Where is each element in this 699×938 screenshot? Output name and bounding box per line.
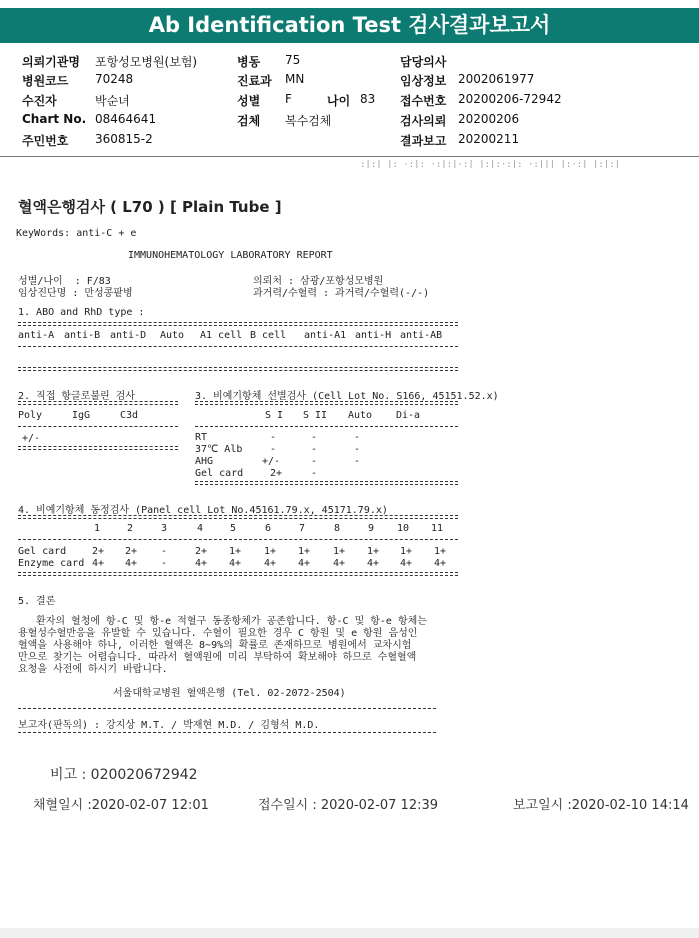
- screen-cell: -: [354, 456, 361, 467]
- receipt-no-value: 20200206-72942: [458, 92, 562, 106]
- screen-row-label: AHG: [195, 456, 214, 467]
- reporter-rule-top: [18, 708, 436, 709]
- dat-header-poly: Poly: [18, 410, 43, 421]
- panel-header-cell: 8: [334, 523, 341, 534]
- panel-cell: 2+: [92, 546, 105, 557]
- clinical-info-value: 2002061977: [458, 72, 535, 86]
- panel-cell: 4+: [229, 558, 242, 569]
- section4-rule-top: [18, 515, 458, 519]
- panel-cell: 4+: [195, 558, 208, 569]
- panel-header-cell: 5: [230, 523, 237, 534]
- section3-rule-bottom: [195, 481, 458, 485]
- panel-header-cell: 1: [94, 523, 101, 534]
- conclusion-line: 만으로 찾기는 어렵습니다. 따라서 혈액원에 미리 부탁하여 확보해야 하므로 수혈혈액: [18, 652, 417, 663]
- panel-header-cell: 9: [368, 523, 375, 534]
- panel-header-cell: 11: [431, 523, 444, 534]
- screen-cell: -: [311, 444, 318, 455]
- history-line: 과거력/수혈력 : 과거력/수혈력(-/-): [253, 288, 430, 299]
- panel-cell: 1+: [333, 546, 346, 557]
- abo-header-cell: anti-A: [18, 330, 55, 341]
- dept-label: 진료과: [237, 74, 272, 88]
- conclusion-line: 요청을 사전에 하시기 바랍니다.: [18, 664, 168, 675]
- panel-header-cell: 10: [397, 523, 410, 534]
- abo-header-cell: anti-B: [64, 330, 101, 341]
- section1-title: 1. ABO and RhD type :: [18, 307, 145, 318]
- ward-label: 병동: [237, 55, 261, 69]
- panel-cell: 1+: [264, 546, 277, 557]
- clinical-info-label: 임상정보: [400, 74, 447, 88]
- panel-cell: 4+: [333, 558, 346, 569]
- panel-cell: -: [161, 546, 168, 557]
- section3-title: 3. 비예기항체 선별검사 (Cell Lot No. S166, 45151.52.x): [195, 391, 499, 402]
- diagnosis-line: 임상진단명 : 만성콩팥병: [18, 288, 133, 299]
- chart-no-value: 08464641: [95, 112, 157, 126]
- screen-cell: -: [270, 432, 277, 443]
- screen-cell: -: [311, 456, 318, 467]
- conclusion-line: 혈액을 사용해야 하나, 이러한 혈액은 8~9%의 확률로 존재하므로 병원에서 교차시험: [18, 640, 412, 651]
- section5-title: 5. 결론: [18, 596, 56, 607]
- panel-cell: 4+: [92, 558, 105, 569]
- bottom-bar: [0, 928, 699, 938]
- screen-row-label: RT: [195, 432, 208, 443]
- screen-cell: +/-: [262, 456, 281, 467]
- panel-header-cell: 7: [299, 523, 306, 534]
- report-date-value: 20200211: [458, 132, 520, 146]
- conclusion-line: 용혈성수혈반응을 유발할 수 있습니다. 수혈이 필요한 경우 C 항원 및 e 항원 음성인: [18, 628, 418, 639]
- panel-row-label: Enzyme card: [18, 558, 85, 569]
- screen-cell: 2+: [270, 468, 283, 479]
- header-separator: [0, 156, 699, 157]
- screen-cell: -: [354, 432, 361, 443]
- section2-rule-top: [18, 401, 178, 405]
- conclusion-line: 환자의 혈청에 항-C 및 항-e 적혈구 동종항체가 공존합니다. 항-C 및 항-e 항체는: [18, 616, 427, 627]
- scan-artifact-line: :|:| |: ·:|: ·:|:|·:| |:|:·:|: ·:||| |:·:| |:|:|: [360, 160, 621, 168]
- sex-age-line: 성별/나이 : F/83: [18, 276, 111, 287]
- section2-rule-bottom: [18, 446, 178, 450]
- dat-header-igg: IgG: [72, 410, 91, 421]
- dept-value: MN: [285, 72, 305, 86]
- screen-cell: -: [311, 432, 318, 443]
- screen-cell: -: [311, 468, 318, 479]
- section2-title: 2. 직접 항글로불린 검사: [18, 391, 136, 402]
- test-title: 혈액은행검사 ( L70 ) [ Plain Tube ]: [18, 198, 282, 216]
- sex-label: 성별: [237, 94, 261, 108]
- abo-header-cell: anti-A1: [304, 330, 347, 341]
- patient-info-header: [0, 48, 699, 152]
- chart-no-label: Chart No.: [22, 112, 87, 126]
- lab-report-title: IMMUNOHEMATOLOGY LABORATORY REPORT: [128, 250, 333, 261]
- panel-cell: 4+: [400, 558, 413, 569]
- note-line: 비고 : 020020672942: [50, 767, 198, 783]
- doctor-label: 담당의사: [400, 55, 447, 69]
- dat-value-poly: +/-: [22, 433, 41, 444]
- panel-cell: 4+: [434, 558, 447, 569]
- specimen-label: 검체: [237, 114, 261, 128]
- id-no-value: 360815-2: [95, 132, 153, 146]
- section1-rule-top: [18, 322, 458, 326]
- hospital-line: 서울대학교병원 혈액은행 (Tel. 02-2072-2504): [113, 688, 346, 699]
- screen-cell: -: [270, 444, 277, 455]
- specimen-value: 복수검체: [285, 114, 332, 128]
- section1-rule-mid: [18, 346, 458, 347]
- panel-cell: 4+: [125, 558, 138, 569]
- panel-cell: 1+: [229, 546, 242, 557]
- abo-header-cell: anti-H: [355, 330, 392, 341]
- abo-header-cell: B cell: [250, 330, 287, 341]
- dat-header-c3d: C3d: [120, 410, 139, 421]
- screen-row-label: Gel card: [195, 468, 244, 479]
- patient-value: 박순녀: [95, 94, 130, 108]
- screen-header-s2: S II: [303, 410, 328, 421]
- ward-value: 75: [285, 53, 301, 67]
- reporter-line: 보고자(판독의) : 강지상 M.T. / 박재현 M.D. / 김형석 M.D.: [18, 720, 320, 731]
- screen-row-label: 37℃ Alb: [195, 444, 243, 455]
- abo-header-cell: Auto: [160, 330, 185, 341]
- hospital-code-value: 70248: [95, 72, 134, 86]
- report-time: 보고일시 :2020-02-10 14:14: [513, 798, 689, 813]
- panel-cell: 1+: [367, 546, 380, 557]
- section1-rule-bottom: [18, 367, 458, 371]
- age-label: 나이: [327, 94, 351, 108]
- panel-header-cell: 3: [161, 523, 168, 534]
- section4-title: 4. 비예기항체 동정검사 (Panel cell Lot No.45161.79.x, 45171.79.x): [18, 505, 388, 516]
- request-date-value: 20200206: [458, 112, 520, 126]
- hospital-code-label: 병원코드: [22, 74, 69, 88]
- panel-cell: 2+: [125, 546, 138, 557]
- id-no-label: 주민번호: [22, 134, 69, 148]
- request-date-label: 검사의뢰: [400, 114, 447, 128]
- panel-cell: 1+: [400, 546, 413, 557]
- abo-header-cell: A1 cell: [200, 330, 243, 341]
- screen-cell: -: [354, 444, 361, 455]
- panel-header-cell: 4: [197, 523, 204, 534]
- age-value: 83: [360, 92, 376, 106]
- panel-cell: 2+: [195, 546, 208, 557]
- panel-cell: 1+: [434, 546, 447, 557]
- requesting-org-value: 포항성모병원(보험): [95, 55, 198, 69]
- screen-header-s1: S I: [265, 410, 284, 421]
- screen-header-dia: Di-a: [396, 410, 421, 421]
- section2-rule-mid: [18, 426, 178, 427]
- receipt-time: 접수일시 : 2020-02-07 12:39: [258, 798, 439, 813]
- section3-rule-mid: [195, 426, 458, 427]
- panel-cell: 4+: [264, 558, 277, 569]
- section4-rule-mid: [18, 539, 458, 540]
- panel-header-cell: 6: [265, 523, 272, 534]
- report-title: Ab Identification Test 검사결과보고서: [0, 8, 699, 43]
- panel-cell: 4+: [298, 558, 311, 569]
- requester-line: 의뢰처 : 삼광/포항성모병원: [253, 276, 384, 287]
- collect-time: 채혈일시 :2020-02-07 12:01: [33, 798, 209, 813]
- section4-rule-bottom: [18, 572, 458, 576]
- sex-value: F: [285, 92, 292, 106]
- panel-row-label: Gel card: [18, 546, 67, 557]
- panel-cell: -: [161, 558, 168, 569]
- abo-header-cell: anti-AB: [400, 330, 443, 341]
- reporter-rule-bottom: [18, 732, 436, 733]
- receipt-no-label: 접수번호: [400, 94, 447, 108]
- panel-cell: 1+: [298, 546, 311, 557]
- keywords-line: KeyWords: anti-C + e: [16, 228, 137, 239]
- requesting-org-label: 의뢰기관명: [22, 55, 80, 69]
- panel-cell: 4+: [367, 558, 380, 569]
- screen-header-auto: Auto: [348, 410, 373, 421]
- report-date-label: 결과보고: [400, 134, 447, 148]
- patient-label: 수진자: [22, 94, 57, 108]
- abo-header-cell: anti-D: [110, 330, 147, 341]
- section3-rule-top: [195, 401, 458, 405]
- panel-header-cell: 2: [127, 523, 134, 534]
